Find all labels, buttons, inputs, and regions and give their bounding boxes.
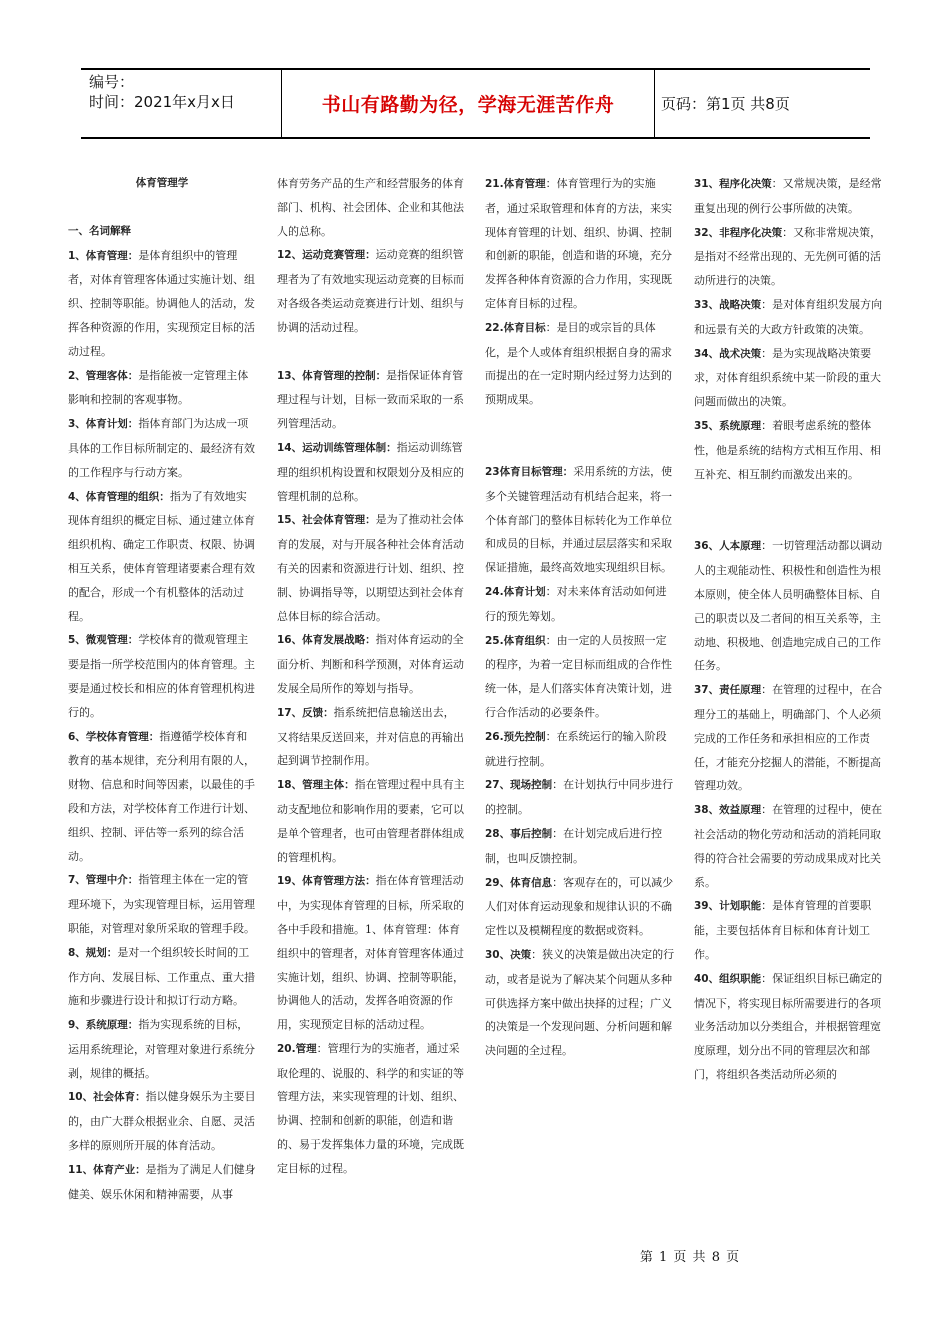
term-entry xyxy=(485,871,675,943)
term-heading: 21.体育管理 xyxy=(485,178,546,190)
term-entry xyxy=(68,941,256,1013)
term-definition: 指系统把信息输送出去，又将结果反送回来，并对信息的再输出起到调节控制作用。 xyxy=(277,705,464,768)
header-meta xyxy=(89,70,279,139)
term-heading: 3、体育计划： xyxy=(68,418,139,431)
term-entry xyxy=(68,244,256,364)
term-definition: ：是体育管理的首要职能，主要包括体育目标和体育计划工作。 xyxy=(694,899,872,961)
term-definition: 指为了有效地实现体育组织的概定目标、通过建立体育组织机构、确定工作职责、权限、协调相互关系，使体育管理诸要素合理有效的配合，形成一个有机整体的活动过程。 xyxy=(68,489,255,623)
term-heading: 15、社会体育管理： xyxy=(277,514,376,527)
term-heading: 2、管理客体： xyxy=(68,369,139,382)
term-entry xyxy=(277,243,465,339)
term-entry xyxy=(694,172,884,221)
term-definition: ：又称非常规决策，是指对不经常出现的、无先例可循的活动所进行的决策。 xyxy=(694,225,882,288)
term-heading: 25.体育组织 xyxy=(485,634,546,647)
term-entry xyxy=(277,628,465,700)
term-definition: 是为了推动社会体育的发展，对与开展各种社会体育活动有关的因素和资源进行计划、组织、控制、协调指导等，以期望达到社会体育总体目标的综合活动。 xyxy=(277,513,464,623)
term-entry xyxy=(277,701,465,773)
term-heading: 18、管理主体： xyxy=(277,779,355,792)
term-definition: 指体育部门为达成一项具体的工作目标所制定的、最经济有效的工作程序与行动方案。 xyxy=(68,417,255,479)
term-definition: 是指能被一定管理主体影响和控制的客观事物。 xyxy=(68,368,249,407)
term-heading: 39、计划职能 xyxy=(694,900,762,913)
serial-label: 编号： xyxy=(89,73,135,91)
term-entry xyxy=(694,798,884,894)
term-heading: 1、体育管理： xyxy=(68,249,139,262)
header-motto: 书山有路勤为径，学海无涯苦作舟 xyxy=(321,94,615,116)
term-heading: 8、规划： xyxy=(68,946,118,959)
term-definition: 是体育组织中的管理者，对体育管理客体通过实施计划、组织、控制等职能。协调他人的活动，发挥各种资源的作用，实现预定目标的活动过程。 xyxy=(68,248,255,358)
term-definition: ：在管理的过程中，在合理分工的基础上，明确部门、个人必须完成的工作任务和承担相应的工作责任，才能充分挖掘人的潜能，不断提高管理功效。 xyxy=(694,683,883,793)
term-entry xyxy=(68,1158,256,1207)
term-heading: 9、系统原理： xyxy=(68,1019,139,1032)
term-list xyxy=(277,243,465,1180)
term-heading: 7、管理中介： xyxy=(68,874,139,887)
term-entry xyxy=(68,868,256,940)
header-divider xyxy=(654,70,655,137)
term-entry xyxy=(68,628,256,724)
term-entry xyxy=(485,943,675,1063)
term-entry xyxy=(694,534,884,678)
term-definition: ：是对体育组织发展方向和远景有关的大政方针政策的决策。 xyxy=(694,297,883,336)
term-heading: 4、体育管理的组织： xyxy=(68,490,170,503)
term-heading: 34、战术决策 xyxy=(694,347,762,360)
date-line: 时间：2021年x月x日 xyxy=(89,93,235,111)
term-entry xyxy=(694,293,884,342)
term-definition: 指遵循学校体育和教育的基本规律，充分利用有限的人，财物、信息和时间等因素，以最佳的手段和方法，对学校体育工作进行计划、组织、控制、评估等一系列的综合活动。 xyxy=(68,729,255,863)
term-heading: 28、事后控制 xyxy=(485,827,553,840)
term-entry xyxy=(68,1085,256,1157)
term-heading: 16、体育发展战略： xyxy=(277,634,376,647)
term-heading: 35、系统原理 xyxy=(694,419,762,432)
term-definition: 指在体育管理活动中，为实现体育管理的目标，所采取的各中手段和措施。1、体育管理：体育组织中的管理者，对体育管理客体通过实施计划，组织、协调、控制等职能，协调他人的活动，发挥各咱资源的作用，实现预定目标的活动过程。 xyxy=(277,874,464,1032)
term-entry xyxy=(485,629,675,725)
term-heading: 11、体育产业： xyxy=(68,1163,146,1176)
term-definition: ：客观存在的，可以减少人们对体育运动现象和规律认识的不确定性以及模糊程度的数据或资料。 xyxy=(485,875,674,938)
term-heading: 22.体育目标 xyxy=(485,321,546,334)
column-2 xyxy=(277,172,465,1181)
term-entry xyxy=(485,172,675,316)
term-definition: ：保证组织目标已确定的情况下，将实现目标所需要进行的各项业务活动加以分类组合，并根据管理宽度原理，划分出不同的管理层次和部门，将组织各类活动所必须的 xyxy=(694,971,883,1081)
term-definition: ：由一定的人员按照一定的程序，为着一定目标而组成的合作性统一体，是人们落实体育决策计划，进行合作活动的必要条件。 xyxy=(485,633,672,719)
term-heading: 23体育目标管理： xyxy=(485,465,574,478)
term-definition: 学校体育的微观管理主要是指一所学校范围内的体育管理。主要是通过校长和相应的体育管理机构进行的。 xyxy=(68,633,255,719)
term-definition: ：管理行为的实施者，通过采取伦理的、说服的、科学的和实证的等管理方法，来实现管理的计划、组织、协调、控制和创新的职能，创造和谐的、易于发挥集体力量的环境，完成既定目标的过程。 xyxy=(277,1041,464,1175)
term-heading: 31、程序化决策 xyxy=(694,178,772,190)
term-entry xyxy=(277,773,465,869)
continued-text: 体育劳务产品的生产和经营服务的体育部门、机构、社会团体、企业和其他法人的总称。 xyxy=(277,177,464,238)
term-heading: 20.管理 xyxy=(277,1042,317,1055)
term-list xyxy=(485,172,675,1063)
term-definition: 是指保证体育管理过程与计划，目标一致而采取的一系列管理活动。 xyxy=(277,368,464,431)
term-heading: 30、决策 xyxy=(485,948,532,961)
term-heading: 19、体育管理方法： xyxy=(277,875,376,888)
term-definition: 指以健身娱乐为主要目的，由广大群众根据业余、自愿、灵活多样的原则所开展的体育活动。 xyxy=(68,1090,256,1153)
term-heading: 13、体育管理的控制： xyxy=(277,369,387,382)
term-heading: 26.预先控制 xyxy=(485,730,546,743)
term-heading: 37、责任原理 xyxy=(694,684,762,697)
term-heading: 33、战略决策 xyxy=(694,298,762,311)
term-entry xyxy=(694,967,884,1087)
term-heading: 40、组织职能 xyxy=(694,972,762,985)
term-definition: ：在系统运行的输入阶段就进行控制。 xyxy=(485,729,667,768)
term-entry xyxy=(277,364,465,436)
term-definition: ：在计划完成后进行控制，也叫反馈控制。 xyxy=(485,826,663,865)
term-list xyxy=(68,244,256,1207)
column-1 xyxy=(68,172,256,1206)
term-heading: 36、人本原理 xyxy=(694,540,762,553)
term-definition: ：是目的或宗旨的具体化，是个人或体育组织根据自身的需求而提出的在一定时期内经过努力达到的预期成果。 xyxy=(485,320,672,407)
term-entry xyxy=(694,678,884,798)
page-footer: 第 1 页 共 8 页 xyxy=(639,1250,741,1265)
term-entry xyxy=(694,414,884,486)
term-entry xyxy=(68,412,256,484)
term-definition: 运动竞赛的组织管理者为了有效地实现运动竞赛的目标而对各级各类运动竞赛进行计划、组织与协调的活动过程。 xyxy=(277,248,464,334)
term-definition: ：在管理的过程中，使在社会活动的物化劳动和活动的消耗同取得的符合社会需要的劳动成果成对比关系。 xyxy=(694,803,883,889)
term-entry xyxy=(277,1037,465,1181)
term-entry xyxy=(277,508,465,628)
term-definition: ：一切管理活动都以调动人的主观能动性、积极性和创造性为根本原则，使全体人员明确整体目标、自己的职责以及二者间的相互关系等，主动地、积极地、创造地完成自己的工作任务。 xyxy=(694,539,883,673)
term-entry xyxy=(277,436,465,508)
term-heading: 24.体育计划 xyxy=(485,585,546,598)
term-entry xyxy=(68,725,256,869)
term-definition: 指运动训练管理的组织机构设置和权限划分及相应的管理机制的总称。 xyxy=(277,440,464,503)
term-definition: 指对体育运动的全面分析、判断和科学预测，对体育运动发展全局所作的筹划与指导。 xyxy=(277,633,464,695)
term-entry xyxy=(277,869,465,1037)
term-heading: 10、社会体育： xyxy=(68,1091,146,1104)
term-entry xyxy=(485,773,675,822)
term-entry xyxy=(694,342,884,414)
term-entry xyxy=(485,580,675,629)
page-header xyxy=(81,68,870,139)
term-definition: 是对一个组织较长时间的工作方向、发展目标、工作重点、重大措施和步骤进行设计和拟订行动方略。 xyxy=(68,945,255,1008)
term-entry xyxy=(485,316,675,412)
document-title: 体育管理学 xyxy=(135,177,189,189)
term-heading: 27、现场控制 xyxy=(485,779,553,792)
term-heading: 5、微观管理： xyxy=(68,634,139,647)
term-definition: 指在管理过程中具有主动支配地位和影响作用的要素，它可以是单个管理者，也可由管理者群体组成的管理机构。 xyxy=(277,778,465,864)
term-definition: ：对未来体育活动如何进行的预先筹划。 xyxy=(485,584,667,623)
term-heading: 29、体育信息 xyxy=(485,876,553,889)
term-heading: 38、效益原理 xyxy=(694,804,762,817)
term-definition: 是指为了满足人们健身健美、娱乐休闲和精神需要，从事 xyxy=(68,1162,256,1201)
term-heading: 14、运动训练管理体制： xyxy=(277,441,397,454)
term-heading: 12、运动竞赛管理： xyxy=(277,249,376,262)
column-4 xyxy=(694,172,884,1087)
term-list xyxy=(694,172,884,1087)
term-definition: 采用系统的方法，使多个关键管理活动有机结合起来，将一个体育部门的整体目标转化为工作单位和成员的目标，并通过层层落实和采取保证措施，最终高效地实现组织目标。 xyxy=(485,464,673,575)
term-entry xyxy=(694,894,884,966)
term-entry xyxy=(485,822,675,871)
term-definition: ：着眼考虑系统的整体性，他是系统的结构方式相互作用、相互补充、相互制约而激发出来的。 xyxy=(694,418,881,481)
term-heading: 32、非程序化决策 xyxy=(694,226,783,239)
term-entry xyxy=(68,485,256,629)
term-definition: ：体育管理行为的实施者，通过采取管理和体育的方法，来实现体育管理的计划、组织、协调、控制和创新的职能，创造和谐的环境，充分发挥各种体育资源的合力作用，实现既定体育目标的过程。 xyxy=(485,177,672,310)
term-entry xyxy=(694,221,884,293)
term-definition: 指管理主体在一定的管理环境下，为实现管理目标，运用管理职能，对管理对象所采取的管理手段。 xyxy=(68,873,255,935)
term-definition: ：狭义的决策是做出决定的行动，或者是说为了解决某个问题从多种可供选择方案中做出抉择的过程；广义的决策是一个发现问题、分析问题和解决问题的全过程。 xyxy=(485,947,675,1058)
term-entry xyxy=(68,1013,256,1085)
section-title: 一、名词解释 xyxy=(68,224,131,237)
term-entry xyxy=(68,364,256,413)
term-definition: 指为实现系统的目标，运用系统理论，对管理对象进行系统分剥，规律的概括。 xyxy=(68,1018,255,1080)
term-heading: 17、反馈： xyxy=(277,706,334,719)
term-entry xyxy=(485,725,675,774)
column-3 xyxy=(485,172,675,1063)
term-entry xyxy=(485,460,675,580)
term-definition: ：是为实现战略决策要求，对体育组织系统中某一阶段的重大问题而做出的决策。 xyxy=(694,346,881,409)
term-definition: ：又常规决策，是经常重复出现的例行公事所做的决策。 xyxy=(694,177,882,215)
term-definition: ：在计划执行中同步进行的控制。 xyxy=(485,778,674,817)
header-page-info: 页码：第1页 共8页 xyxy=(661,95,790,113)
term-heading: 6、学校体育管理： xyxy=(68,730,160,743)
